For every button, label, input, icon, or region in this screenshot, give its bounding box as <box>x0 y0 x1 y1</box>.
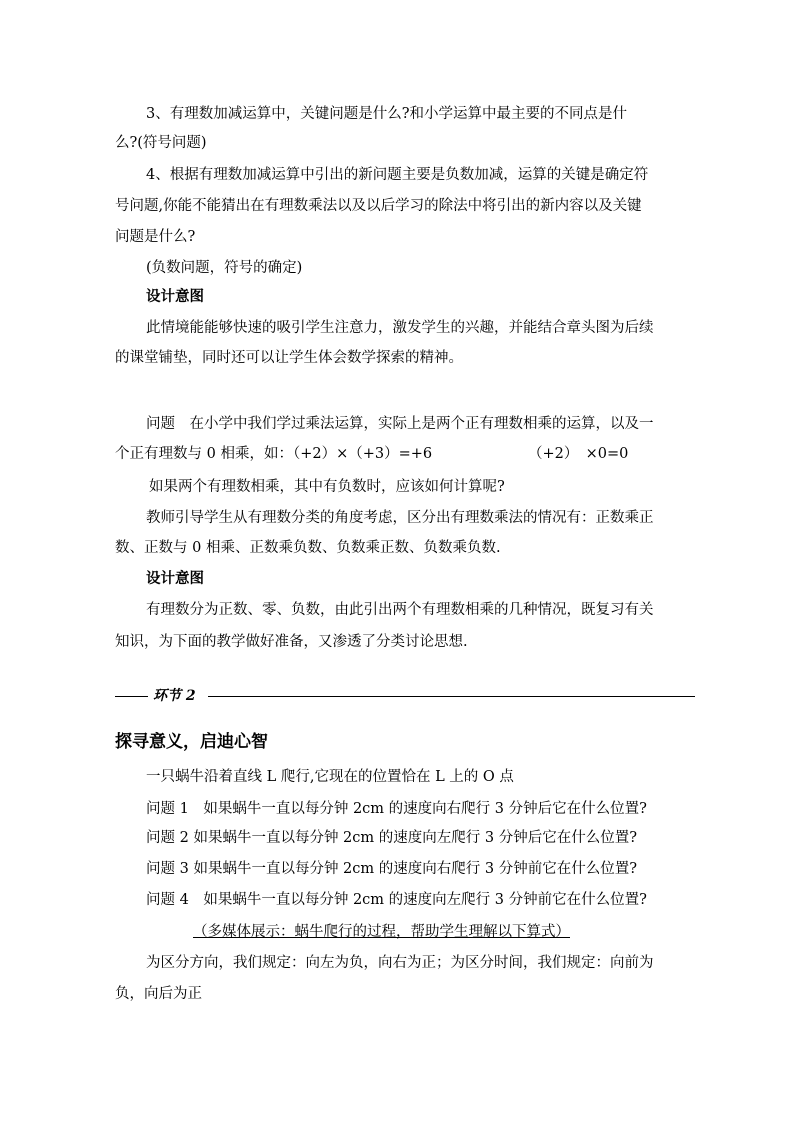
section-label: 环节 2 <box>153 688 196 704</box>
paragraph-line: 4、根据有理数加减运算中引出的新问题主要是负数加减，运算的关键是确定符 <box>146 167 649 183</box>
design-intent-heading: 设计意图 <box>146 570 204 587</box>
question-line: 问题 1 如果蜗牛一直以每分钟 2cm 的速度向右爬行 3 分钟后它在什么位置? <box>146 801 647 817</box>
paragraph-line: 此情境能能够快速的吸引学生注意力，激发学生的兴趣，并能结合章头图为后续 <box>146 320 654 336</box>
question-line: 问题 4 如果蜗牛一直以每分钟 2cm 的速度向左爬行 3 分钟前它在什么位置? <box>146 892 647 908</box>
paragraph-line: 知识，为下面的教学做好准备，又渗透了分类讨论思想. <box>115 634 468 650</box>
divider-line <box>115 696 148 697</box>
paragraph-line: 教师引导学生从有理数分类的角度考虑，区分出有理数乘法的情况有：正数乘正 <box>146 510 654 526</box>
paragraph-line: 为区分方向，我们规定：向左为负，向右为正；为区分时间，我们规定：向前为 <box>146 955 654 971</box>
paragraph-line: 负，向后为正 <box>115 986 202 1002</box>
paragraph-line: 问题 在小学中我们学过乘法运算，实际上是两个正有理数相乘的运算，以及一 <box>146 416 654 432</box>
paragraph-line: 如果两个有理数相乘，其中有负数时，应该如何计算呢? <box>149 479 505 495</box>
paragraph-line: 3、有理数加减运算中，关键问题是什么?和小学运算中最主要的不同点是什 <box>146 106 627 122</box>
paragraph-line: 号问题,你能不能猜出在有理数乘法以及以后学习的除法中将引出的新内容以及关键 <box>115 198 642 214</box>
paragraph-line: 个正有理数与 0 相乘，如：（+2）×（+3）=+6 <box>115 446 433 462</box>
paragraph-line: 数、正数与 0 相乘、正数乘负数、负数乘正数、负数乘负数. <box>115 540 501 556</box>
paragraph-line: (负数问题，符号的确定) <box>146 260 303 276</box>
paragraph-line: （+2） ×0=0 <box>528 446 629 462</box>
paragraph-line: 有理数分为正数、零、负数，由此引出两个有理数相乘的几种情况，既复习有关 <box>146 602 654 618</box>
paragraph-line: 么?(符号问题) <box>115 135 207 151</box>
media-note: （多媒体展示：蜗牛爬行的过程，帮助学生理解以下算式） <box>193 924 570 940</box>
question-line: 问题 2 如果蜗牛一直以每分钟 2cm 的速度向左爬行 3 分钟后它在什么位置? <box>146 830 637 846</box>
divider-line <box>208 696 695 697</box>
paragraph-line: 问题是什么? <box>115 229 196 245</box>
design-intent-heading: 设计意图 <box>146 288 204 305</box>
section-divider <box>115 686 695 706</box>
paragraph-line: 一只蜗牛沿着直线 L 爬行,它现在的位置恰在 L 上的 O 点 <box>146 769 514 785</box>
question-line: 问题 3 如果蜗牛一直以每分钟 2cm 的速度向右爬行 3 分钟前它在什么位置? <box>146 861 637 877</box>
paragraph-line: 的课堂铺垫，同时还可以让学生体会数学探索的精神。 <box>115 350 463 366</box>
section-title: 探寻意义，启迪心智 <box>115 732 268 752</box>
